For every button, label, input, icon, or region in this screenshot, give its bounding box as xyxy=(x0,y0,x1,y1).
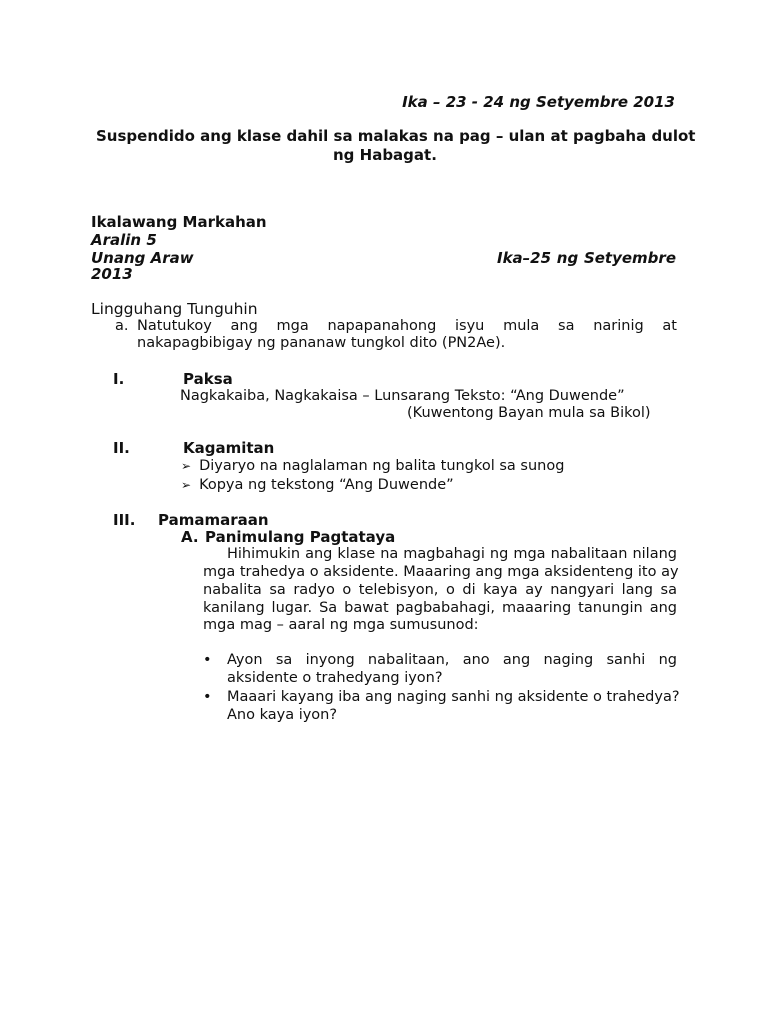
material-item-text: Diyaryo na naglalaman ng balita tungkol sa sunog xyxy=(199,458,565,474)
suspension-notice-line1: Suspendido ang klase dahil sa malakas na pag – ulan at pagbaha dulot xyxy=(96,127,696,145)
bullet-dot-icon: • xyxy=(203,689,212,705)
material-item xyxy=(181,477,454,493)
section3-numeral: III. xyxy=(113,511,136,529)
section2-title: Kagamitan xyxy=(183,439,275,457)
day-label: Unang Araw xyxy=(91,249,194,267)
date-line: Ika – 23 - 24 ng Setyembre 2013 xyxy=(402,93,675,111)
arrow-bullet-icon xyxy=(181,478,191,492)
objective-marker: a. xyxy=(115,318,129,334)
objectives-heading: Lingguhang Tunguhin xyxy=(91,300,258,318)
objective-word: sa xyxy=(558,318,575,334)
lesson-date xyxy=(497,249,676,267)
objective-word: at xyxy=(662,318,677,334)
objective-word: ang xyxy=(230,318,258,334)
material-item-text: Kopya ng tekstong “Ang Duwende” xyxy=(199,477,454,493)
material-item xyxy=(181,458,564,474)
paragraph-line: kanilang lugar. Sa bawat pagbabahagi, maaaring tanungin ang xyxy=(203,600,677,616)
section1-topic-line: Nagkakaiba, Nagkakaisa – Lunsarang Teksto: “Ang Duwende” xyxy=(180,388,625,404)
objective-word: mula xyxy=(503,318,540,334)
suspension-notice-line2: ng Habagat. xyxy=(333,146,437,164)
objective-word: narinig xyxy=(593,318,644,334)
question-line: Ayon sa inyong nabalitaan, ano ang naging sanhi ng xyxy=(227,652,677,668)
objective-word: napapanahong xyxy=(327,318,437,334)
section1-numeral: I. xyxy=(113,370,125,388)
lesson-date-month: Setyembre xyxy=(583,249,676,267)
question-line: Maaari kayang iba ang naging sanhi ng aksidente o trahedya? xyxy=(227,689,680,705)
objective-word: mga xyxy=(276,318,309,334)
question-line: Ano kaya iyon? xyxy=(227,707,338,723)
lesson-date-ng: ng xyxy=(556,249,579,267)
section2-numeral: II. xyxy=(113,439,130,457)
paragraph-line: mga mag – aaral ng mga sumusunod: xyxy=(203,617,479,633)
bullet-dot-icon: • xyxy=(203,652,212,668)
arrow-bullet-icon xyxy=(181,459,191,473)
quarter-label: Ikalawang Markahan xyxy=(91,213,267,231)
objective-line1 xyxy=(137,318,677,334)
lesson-date-prefix: Ika–25 xyxy=(497,249,552,267)
objective-word: Natutukoy xyxy=(137,318,212,334)
section1-title: Paksa xyxy=(183,370,233,388)
subsection-a-marker: A. xyxy=(181,528,199,546)
subsection-a-title: Panimulang Pagtataya xyxy=(205,528,396,546)
lesson-year: 2013 xyxy=(91,265,133,283)
section1-source-line: (Kuwentong Bayan mula sa Bikol) xyxy=(407,405,651,421)
objective-line2: nakapagbibigay ng pananaw tungkol dito (PN2Ae). xyxy=(137,335,506,351)
paragraph-line: Hihimukin ang klase na magbahagi ng mga nabalitaan nilang xyxy=(227,546,677,562)
objective-word: isyu xyxy=(455,318,485,334)
lesson-label: Aralin 5 xyxy=(91,231,157,249)
paragraph-line: mga trahedya o aksidente. Maaaring ang mga aksidenteng ito ay xyxy=(203,564,679,580)
section3-title: Pamamaraan xyxy=(158,511,269,529)
question-line: aksidente o trahedyang iyon? xyxy=(227,670,443,686)
paragraph-line: nabalita sa radyo o telebisyon, o di kaya ay nangyari lang sa xyxy=(203,582,677,598)
